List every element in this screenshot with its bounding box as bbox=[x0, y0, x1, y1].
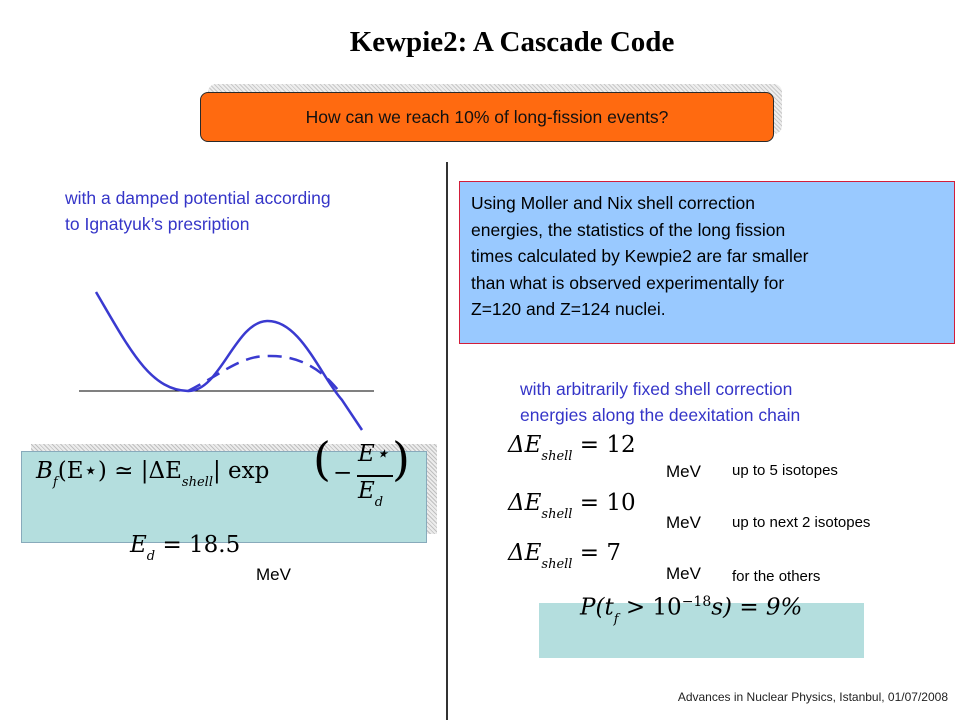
formula-text: ΔE bbox=[508, 540, 542, 566]
left-caption bbox=[65, 185, 331, 237]
formula-text: E bbox=[130, 532, 147, 558]
formula-text: = 10 bbox=[579, 490, 636, 516]
formula-text: s) = 9% bbox=[711, 594, 803, 621]
right-caption-line: energies along the deexitation chain bbox=[520, 405, 801, 425]
formula-text: = 18.5 bbox=[162, 532, 241, 558]
info-line: Using Moller and Nix shell correction bbox=[471, 193, 755, 213]
shell-value-3-unit: MeV bbox=[666, 564, 701, 583]
footer-citation: Advances in Nuclear Physics, Istanbul, 01/07/2008 bbox=[677, 690, 948, 704]
formula-denominator bbox=[358, 478, 384, 510]
formula-text: = 7 bbox=[579, 540, 621, 566]
formula-exponent: −18 bbox=[681, 594, 712, 610]
formula-text: | bbox=[212, 458, 221, 484]
potential-diagram bbox=[70, 280, 390, 440]
left-caption-line: to Ignatyuk’s presription bbox=[65, 214, 250, 234]
info-line: than what is observed experimentally for bbox=[471, 272, 785, 293]
fraction-bar bbox=[357, 475, 393, 477]
formula-text: E⋆ bbox=[358, 441, 390, 467]
left-caption-line: with a damped potential according bbox=[65, 188, 331, 208]
slide-title: Kewpie2: A Cascade Code bbox=[349, 26, 675, 58]
shell-value-1-note: up to 5 isotopes bbox=[732, 462, 838, 479]
formula-subscript: shell bbox=[541, 449, 573, 464]
formula-text: B bbox=[36, 458, 53, 484]
info-line: Z=120 and Z=124 nuclei. bbox=[471, 299, 666, 319]
formula-text: ΔE bbox=[508, 432, 542, 458]
question-box bbox=[200, 92, 774, 142]
vertical-divider bbox=[446, 162, 448, 720]
shell-value-2 bbox=[508, 490, 636, 522]
formula-text: P(t bbox=[580, 594, 614, 621]
right-paren: ) bbox=[392, 432, 410, 486]
full-potential-curve bbox=[96, 292, 362, 430]
info-box bbox=[459, 181, 955, 344]
shell-value-1-unit: MeV bbox=[666, 462, 701, 481]
shell-value-3-note: for the others bbox=[732, 568, 821, 585]
formula-text: E bbox=[358, 478, 375, 504]
shell-value-3 bbox=[508, 540, 621, 572]
formula-text: (E⋆) bbox=[57, 458, 107, 484]
formula-subscript: d bbox=[374, 495, 384, 510]
fission-barrier-formula bbox=[36, 458, 270, 490]
shell-value-1 bbox=[508, 432, 636, 464]
formula-numerator bbox=[358, 441, 389, 467]
left-paren: ( bbox=[313, 432, 331, 486]
formula-text: ≃ bbox=[114, 458, 134, 484]
formula-subscript: shell bbox=[181, 475, 213, 490]
formula-text: = 12 bbox=[579, 432, 636, 458]
info-line: times calculated by Kewpie2 are far smaller bbox=[471, 246, 809, 266]
ed-unit: MeV bbox=[256, 565, 291, 584]
formula-text: exp bbox=[228, 458, 270, 484]
shell-value-2-unit: MeV bbox=[666, 513, 701, 532]
formula-subscript: d bbox=[146, 549, 156, 564]
question-text: How can we reach 10% of long-fission events? bbox=[305, 106, 669, 127]
formula-minus: − bbox=[333, 460, 353, 486]
formula-subscript: f bbox=[613, 611, 619, 627]
formula-text: ΔE bbox=[508, 490, 542, 516]
shell-value-2-note: up to next 2 isotopes bbox=[732, 514, 871, 531]
formula-text: |ΔE bbox=[140, 458, 182, 484]
formula-subscript: shell bbox=[541, 507, 573, 522]
info-line: energies, the statistics of the long fission bbox=[471, 219, 786, 240]
probability-formula bbox=[580, 594, 803, 627]
formula-subscript: shell bbox=[541, 557, 573, 572]
right-caption-line: with arbitrarily fixed shell correction bbox=[520, 379, 793, 399]
right-caption bbox=[520, 376, 800, 428]
formula-text: > 10 bbox=[625, 594, 682, 621]
ed-formula bbox=[130, 532, 241, 564]
formula-subscript: f bbox=[52, 475, 58, 490]
